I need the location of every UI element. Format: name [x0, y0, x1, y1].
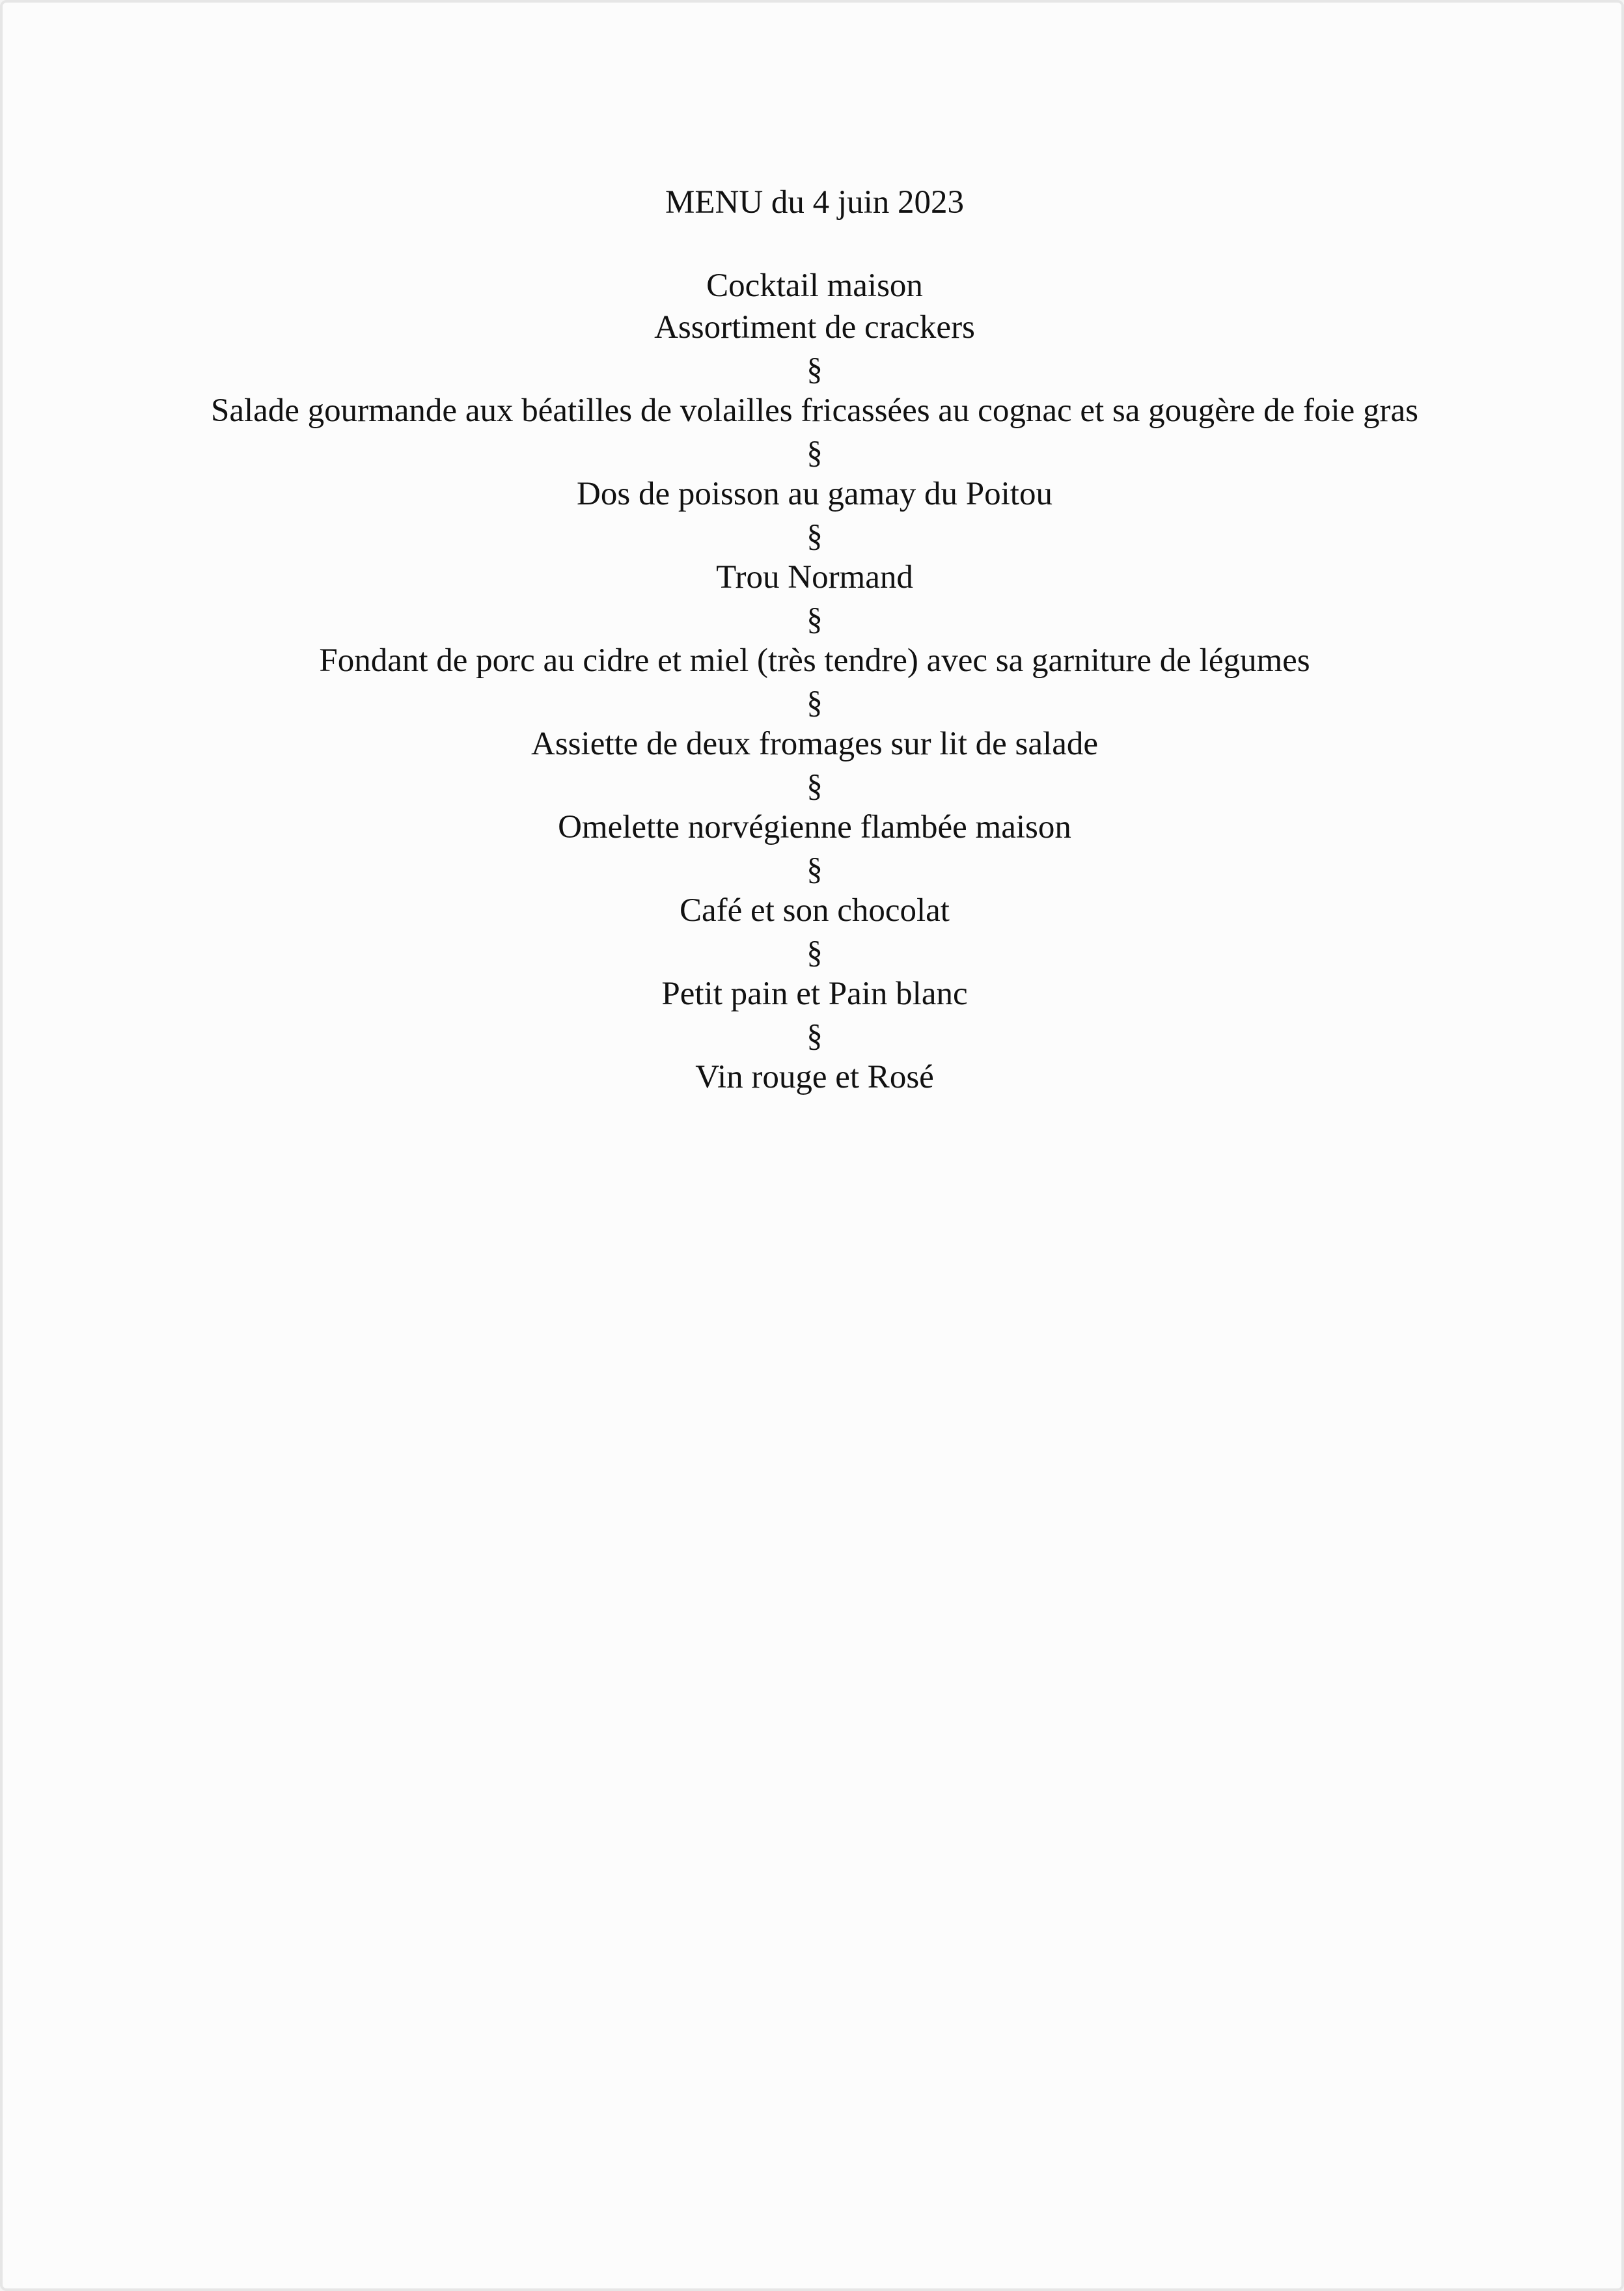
section-separator: §	[806, 851, 823, 886]
menu-item: Cocktail maison	[706, 268, 923, 304]
menu-content	[3, 182, 1624, 1098]
menu-item: Petit pain et Pain blanc	[661, 976, 968, 1012]
menu-item: Omelette norvégienne flambée maison	[558, 809, 1071, 845]
section-separator: §	[806, 434, 823, 470]
menu-item: Assortiment de crackers	[654, 309, 975, 346]
menu-item: Salade gourmande aux béatilles de volailles fricassées au cognac et sa gougère de foie gras	[210, 392, 1419, 429]
menu-item: Café et son chocolat	[680, 892, 950, 929]
section-separator: §	[806, 517, 823, 553]
menu-item: Dos de poisson au gamay du Poitou	[577, 476, 1053, 512]
section-separator: §	[806, 684, 823, 720]
menu-item: Vin rouge et Rosé	[695, 1059, 934, 1095]
menu-title: MENU du 4 juin 2023	[665, 184, 964, 221]
menu-item: Assiette de deux fromages sur lit de salade	[531, 726, 1098, 762]
section-separator: §	[806, 934, 823, 970]
section-separator: §	[806, 767, 823, 803]
menu-item: Fondant de porc au cidre et miel (très tendre) avec sa garniture de légumes	[319, 642, 1310, 679]
menu-item: Trou Normand	[716, 559, 913, 596]
section-separator: §	[806, 601, 823, 637]
section-separator: §	[806, 351, 823, 387]
section-separator: §	[806, 1017, 823, 1053]
